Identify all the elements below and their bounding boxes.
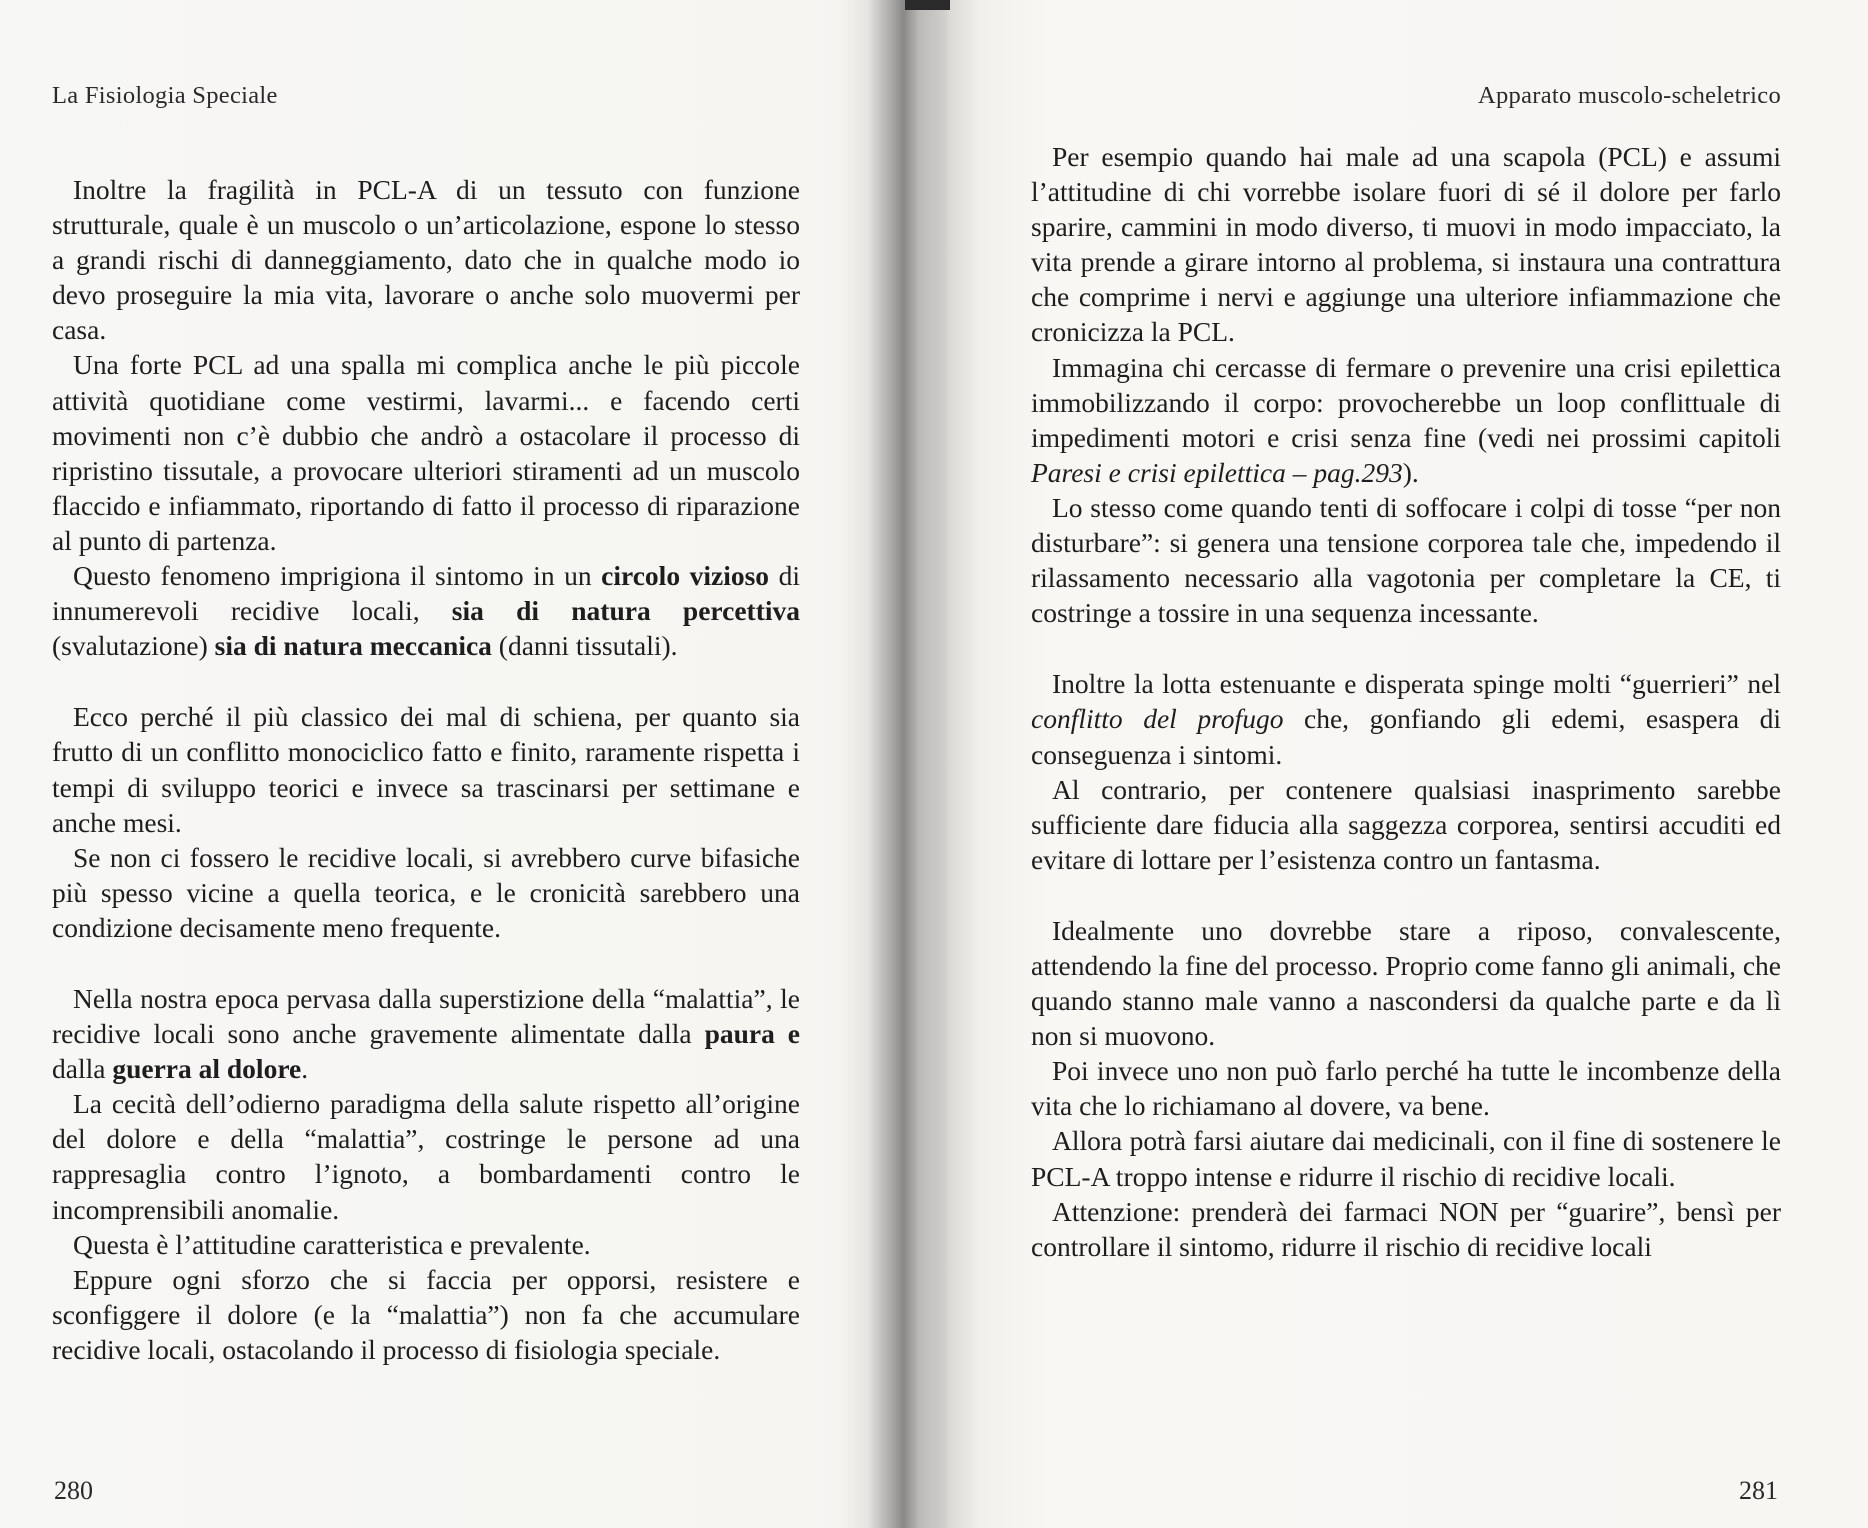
paragraph-gap [52, 945, 800, 981]
text-run: Inoltre la fragilità in PCL-A di un tessuto con funzione strutturale, quale è un muscolo o un’articolazione, espone lo stesso a grandi rischi di danneggiamento, dato che in qualche modo io devo proseguire la mia vita, lavorare o anche solo muovermi per casa. [52, 174, 800, 346]
paragraph [1031, 1194, 1781, 1264]
paragraph [52, 558, 800, 663]
right-page [1031, 0, 1781, 1528]
bold-text: guerra al dolore [112, 1053, 302, 1085]
text-run: Attenzione: prenderà dei farmaci NON per “guarire”, bensì per controllare il sintomo, ridurre il rischio di recidive locali [1031, 1195, 1781, 1262]
paragraph [1031, 490, 1781, 630]
text-run: che, gonfiando gli edemi, esaspera di conseguenza i sintomi. [1031, 703, 1781, 770]
paragraph [1031, 139, 1781, 350]
paragraph [52, 1227, 800, 1262]
paragraph-gap [52, 663, 800, 699]
text-run: di innumerevoli recidive locali, [52, 560, 800, 627]
text-run: Idealmente uno dovrebbe stare a riposo, convalescente, attendendo la fine del processo. Proprio come fanno gli animali, che quando stanno male vanno a nascondersi da qualche parte e da lì non si muovono. [1031, 914, 1781, 1052]
page-body [1031, 139, 1781, 1264]
bold-text: paura e [704, 1018, 801, 1050]
paragraph [52, 840, 800, 945]
paragraph [52, 172, 800, 347]
book-gutter-edge [905, 0, 950, 10]
paragraph-gap [1031, 630, 1781, 666]
text-run: dalla [52, 1053, 113, 1085]
paragraph [1031, 772, 1781, 877]
text-run: Lo stesso come quando tenti di soffocare i colpi di tosse “per non disturbare”: si genera una tensione corporea tale che, impedendo il rilassamento necessario alla vagotonia per completare la CE, ti costringe a tossire in una sequenza incessante. [1031, 491, 1781, 629]
paragraph [1031, 666, 1781, 771]
paragraph-gap [1031, 877, 1781, 913]
text-run: Questo fenomeno imprigiona il sintomo in un [73, 560, 602, 592]
paragraph [52, 981, 800, 1086]
text-run: Allora potrà farsi aiutare dai medicinali, con il fine di sostenere le PCL-A troppo intense e ridurre il rischio di recidive locali. [1031, 1125, 1781, 1192]
text-run: Questa è l’attitudine caratteristica e prevalente. [73, 1228, 591, 1260]
text-run: Per esempio quando hai male ad una scapola (PCL) e assumi l’attitudine di chi vorrebbe isolare fuori di sé il dolore per farlo sparire, cammini in modo diverso, ti muovi in modo impacciato, la vita prende a girare intorno al problema, si instaura una contrattura che comprime i nervi e aggiunge una ulteriore infiammazione che cronicizza la PCL. [1031, 141, 1781, 348]
bold-text: sia di natura meccanica [214, 630, 492, 662]
text-run: . [301, 1053, 309, 1085]
text-run: (danni tissutali). [491, 630, 678, 662]
running-head: La Fisiologia Speciale [52, 82, 278, 109]
paragraph [52, 699, 800, 839]
paragraph [52, 1262, 800, 1367]
page-body [52, 172, 800, 1367]
text-run: Eppure ogni sforzo che si faccia per opporsi, resistere e sconfiggere il dolore (e la “malattia”) non fa che accumulare recidive locali, ostacolando il processo di fisiologia speciale. [52, 1263, 800, 1365]
italic-text: Paresi e crisi epilettica – pag.293 [1031, 456, 1403, 488]
paragraph [52, 347, 800, 558]
left-page [52, 0, 800, 1528]
text-run: ). [1402, 456, 1419, 488]
text-run: La cecità dell’odierno paradigma della salute rispetto all’origine del dolore e della “malattia”, costringe le persone ad una rappresaglia contro l’ignoto, a bombardamenti contro le incomprensibili anomalie. [52, 1088, 800, 1225]
text-run: Inoltre la lotta estenuante e disperata spinge molti “guerrieri” nel [1052, 668, 1781, 700]
text-run: Poi invece uno non può farlo perché ha tutte le incombenze della vita che lo richiamano al dovere, va bene. [1031, 1055, 1781, 1122]
paragraph [1031, 350, 1781, 490]
text-run: Una forte PCL ad una spalla mi complica anche le più piccole attività quotidiane come vestirmi, lavarmi... e facendo certi movimenti non c’è dubbio che andrò a ostacolare il processo di ripristino tissutale, a provocare ulteriori stiramenti ad un muscolo flaccido e infiammato, riportando di fatto il processo di riparazione al punto di partenza. [52, 349, 800, 556]
page-number: 280 [54, 1476, 93, 1505]
text-run: Al contrario, per contenere qualsiasi inasprimento sarebbe sufficiente dare fiducia alla saggezza corporea, sentirsi accuditi ed evitare di lottare per l’esistenza contro un fantasma. [1031, 773, 1781, 875]
text-run: Se non ci fossero le recidive locali, si avrebbero curve bifasiche più spesso vicine a quella teorica, e le cronicità sarebbero una condizione decisamente meno frequente. [52, 841, 800, 943]
paragraph [1031, 1123, 1781, 1193]
text-run: Ecco perché il più classico dei mal di schiena, per quanto sia frutto di un conflitto monociclico fatto e finito, raramente rispetta i tempi di sviluppo teorici e invece sa trascinarsi per settimane e anche mesi. [52, 701, 800, 838]
text-run: Immagina chi cercasse di fermare o prevenire una crisi epilettica immobilizzando il corpo: provocherebbe un loop conflittuale di impedimenti motori e crisi senza fine (vedi nei prossimi capitoli [1031, 351, 1781, 453]
paragraph [1031, 913, 1781, 1053]
paragraph [1031, 1053, 1781, 1123]
paragraph [52, 1086, 800, 1226]
text-run: Nella nostra epoca pervasa dalla superstizione della “malattia”, le recidive locali sono anche gravemente alimentate dalla [52, 982, 800, 1050]
italic-text: conflitto del profugo [1031, 703, 1284, 735]
page-number: 281 [1739, 1476, 1778, 1505]
text-run: (svalutazione) [52, 630, 215, 662]
bold-text: sia di natura percettiva [451, 595, 800, 627]
running-head: Apparato muscolo-scheletrico [1478, 82, 1781, 109]
bold-text: circolo vizioso [601, 560, 770, 592]
book-gutter-shadow [840, 0, 950, 1528]
